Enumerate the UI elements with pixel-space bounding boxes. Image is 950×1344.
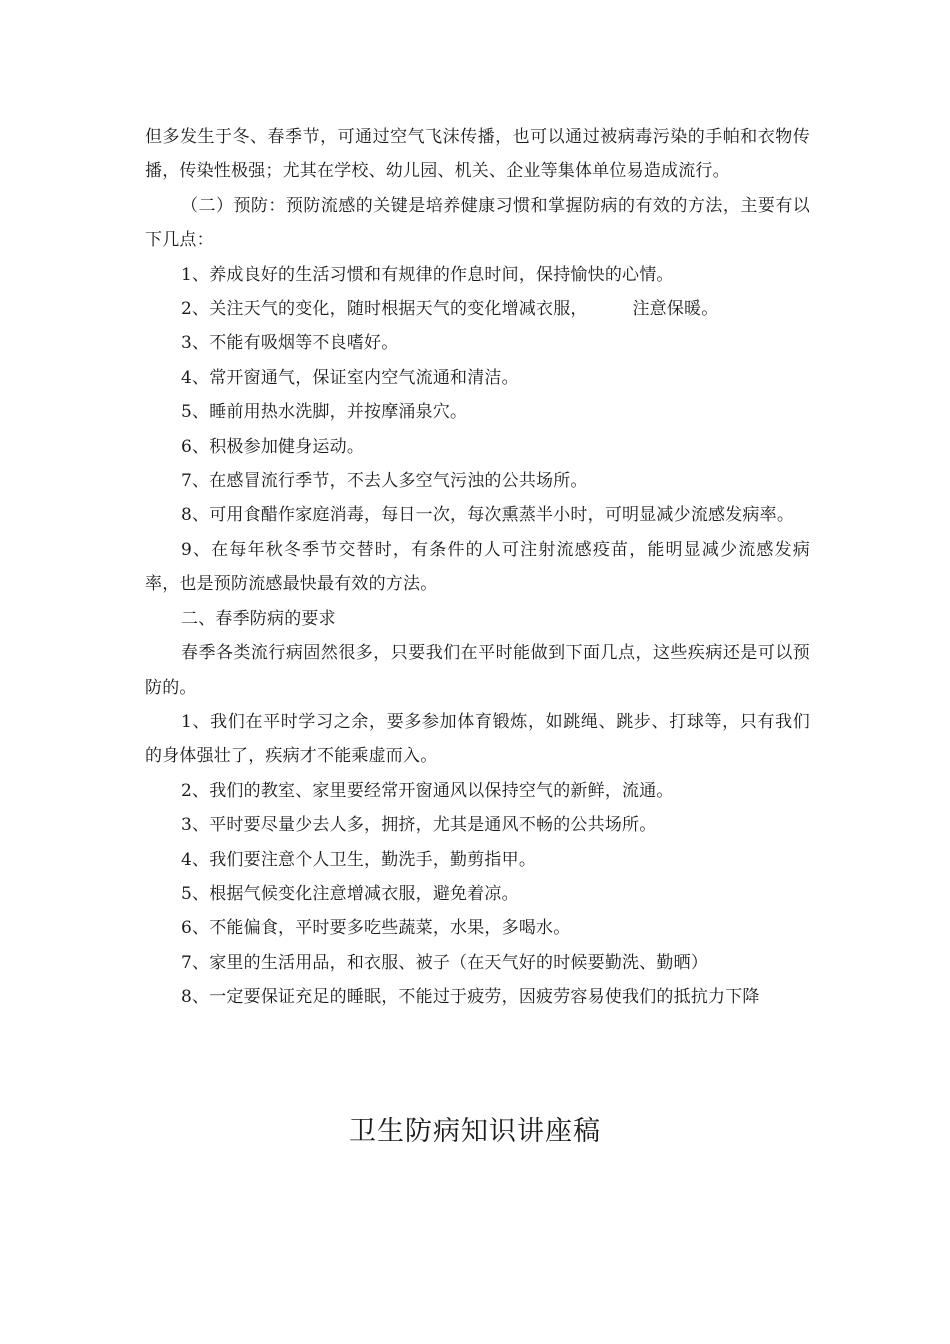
list-item-spring-3: 3、平时要尽量少去人多，拥挤，尤其是通风不畅的公共场所。 <box>181 815 657 836</box>
list-item-spring-1: 1、我们在平时学习之余，要多参加体育锻炼，如跳绳、跳步、打球等，只有我们的身体强壮了，疾病才不能乘虚而入。 <box>145 711 810 767</box>
list-item-prevention-3: 3、不能有吸烟等不良嗜好。 <box>181 333 399 354</box>
list-item-prevention-5: 5、睡前用热水洗脚，并按摩涌泉穴。 <box>181 402 468 423</box>
list-item-spring-5: 5、根据气候变化注意增减衣服，避免着凉。 <box>181 883 519 904</box>
list-item-spring-6: 6、不能偏食，平时要多吃些蔬菜，水果，多喝水。 <box>181 918 571 939</box>
list-item-spring-4: 4、我们要注意个人卫生，勤洗手，勤剪指甲。 <box>181 849 537 870</box>
paragraph-spring-intro: 春季各类流行病固然很多，只要我们在平时能做到下面几点，这些疾病还是可以预防的。 <box>145 643 810 698</box>
document-title: 卫生防病知识讲座稿 <box>349 1116 601 1147</box>
list-item-prevention-1: 1、养成良好的生活习惯和有规律的作息时间，保持愉快的心情。 <box>181 264 674 285</box>
paragraph-prevention-intro: （二）预防：预防流感的关键是培养健康习惯和掌握防病的有效的方法，主要有以下几点： <box>145 195 810 251</box>
paragraph-flu-transmission: 但多发生于冬、春季节，可通过空气飞沫传播，也可以通过被病毒污染的手帕和衣物传播，传染性极强；尤其在学校、幼儿园、机关、企业等集体单位易造成流行。 <box>145 127 810 182</box>
document-body <box>145 120 810 1015</box>
list-item-prevention-2: 2、关注天气的变化，随时根据天气的变化增减衣服， 注意保暖。 <box>181 299 719 320</box>
list-item-prevention-7: 7、在感冒流行季节，不去人多空气污浊的公共场所。 <box>181 471 588 492</box>
list-item-spring-8: 8、一定要保证充足的睡眠，不能过于疲劳，因疲劳容易使我们的抵抗力下降 <box>181 987 760 1008</box>
list-item-prevention-8: 8、可用食醋作家庭消毒，每日一次，每次熏蒸半小时，可明显减少流感发病率。 <box>181 505 795 526</box>
list-item-spring-2: 2、我们的教室、家里要经常开窗通风以保持空气的新鲜，流通。 <box>181 780 674 801</box>
list-item-prevention-6: 6、积极参加健身运动。 <box>181 436 365 457</box>
list-item-spring-7: 7、家里的生活用品，和衣服、被子（在天气好的时候要勤洗、勤晒） <box>181 952 709 973</box>
list-item-prevention-4: 4、常开窗通气，保证室内空气流通和清洁。 <box>181 367 519 388</box>
list-item-prevention-9: 9、在每年秋冬季节交替时，有条件的人可注射流感疫苗，能明显减少流感发病率，也是预防流感最快最有效的方法。 <box>145 539 810 595</box>
section-heading-spring: 二、春季防病的要求 <box>181 608 336 629</box>
